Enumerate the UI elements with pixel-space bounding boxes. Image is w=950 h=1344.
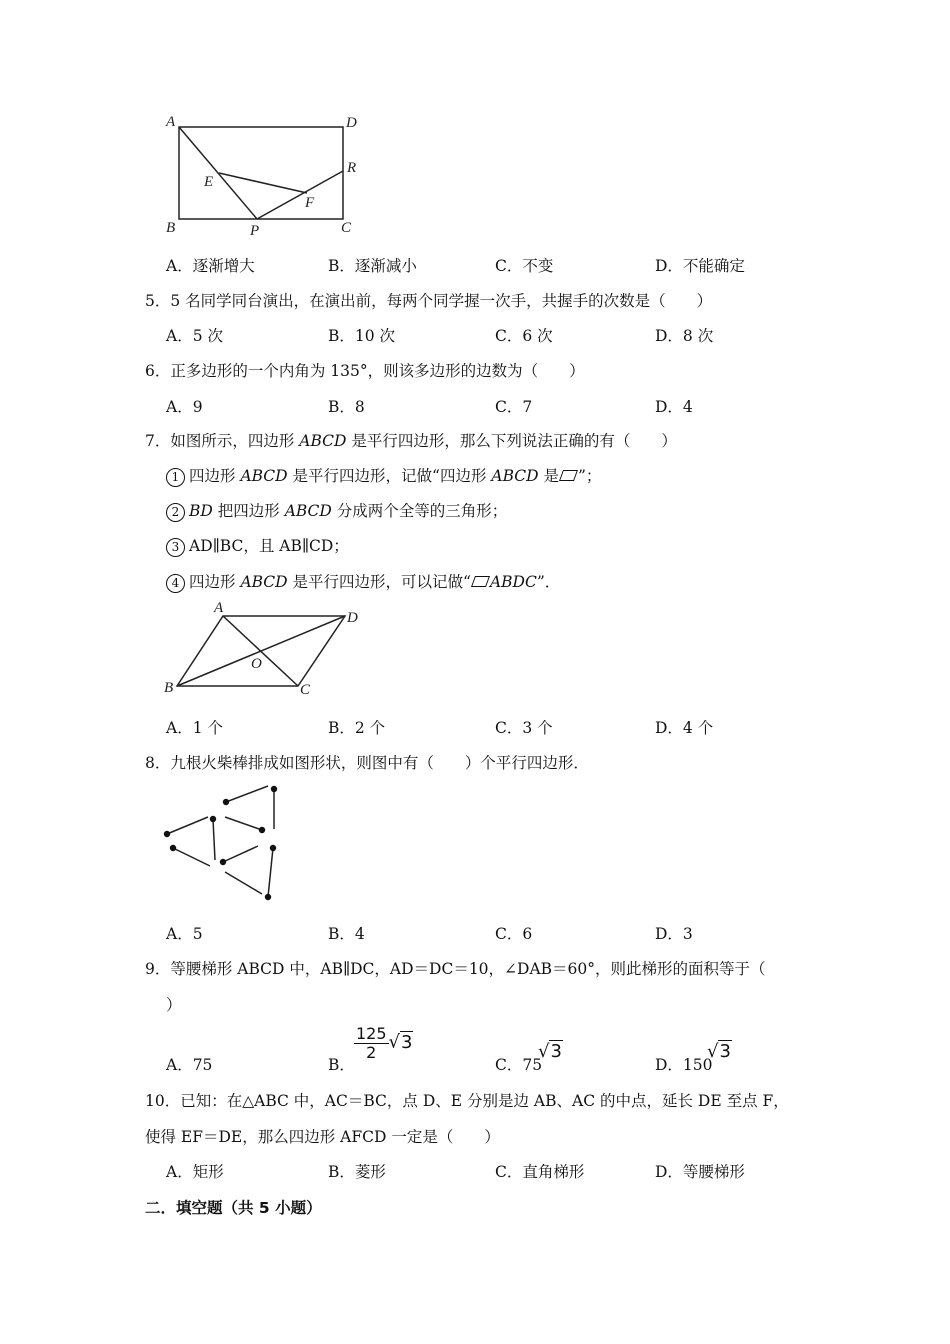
- q8-option-c: C．6: [495, 925, 533, 943]
- q7-label-a: A: [214, 600, 224, 616]
- q4-label-r: R: [347, 160, 357, 176]
- q4-figure: [160, 108, 370, 238]
- q10-stem-line1: 10．已知：在△ABC 中，AC＝BC，点 D、E 分别是边 AB、AC 的中点，延长 DE 至点 F，: [145, 1092, 789, 1110]
- q4-option-a: A．逐渐增大: [166, 257, 255, 275]
- sqrt-symbol: √3: [388, 1031, 413, 1053]
- q9-option-a: A．75: [166, 1056, 213, 1074]
- q6-option-d: D．4: [655, 398, 693, 416]
- q6-stem: 6．正多边形的一个内角为 135°，则该多边形的边数为（ ）: [145, 362, 585, 380]
- q4-label-d: D: [346, 115, 357, 131]
- parallelogram-symbol-icon: [559, 470, 578, 481]
- section-2-heading: 二．填空题（共 5 小题）: [145, 1199, 322, 1217]
- q7-label-b: B: [164, 680, 174, 696]
- q5-option-d: D．8 次: [655, 327, 714, 345]
- q6-option-c: C．7: [495, 398, 533, 416]
- q10-option-d: D．等腰梯形: [655, 1163, 745, 1181]
- q4-label-f: F: [305, 195, 315, 211]
- q7-label-c: C: [300, 682, 311, 698]
- q4-option-b: B．逐渐减小: [328, 257, 417, 275]
- q7-figure: [160, 598, 370, 700]
- q8-option-a: A．5: [166, 925, 203, 943]
- q7-item-3: 3 AD∥BC，且 AB∥CD；: [166, 534, 349, 557]
- q7-option-b: B．2 个: [328, 719, 386, 737]
- q8-stem: 8．九根火柴棒排成如图形状，则图中有（ ）个平行四边形．: [145, 754, 589, 772]
- q9-option-c-sqrt: √3: [538, 1041, 562, 1062]
- q7-item-4: 4 四边形 ABCD 是平行四边形，可以记做“ ABDC”．: [166, 570, 560, 593]
- q4-label-e: E: [204, 174, 214, 190]
- q7-label-o: O: [251, 656, 262, 672]
- q10-option-c: C．直角梯形: [495, 1163, 585, 1181]
- q7-option-d: D．4 个: [655, 719, 714, 737]
- q7-option-a: A．1 个: [166, 719, 223, 737]
- q4-label-p: P: [250, 223, 260, 238]
- q10-option-a: A．矩形: [166, 1163, 224, 1181]
- q6-option-b: B．8: [328, 398, 365, 416]
- q4-label-a: A: [166, 114, 176, 130]
- q4-option-d: D．不能确定: [655, 257, 745, 275]
- q10-option-b: B．菱形: [328, 1163, 386, 1181]
- q7-item-1: 1 四边形 ABCD 是平行四边形，记做“四边形 ABCD 是 ”；: [166, 464, 601, 487]
- q9-stem: 9．等腰梯形 ABCD 中，AB∥DC，AD＝DC＝10，∠DAB＝60°，则此梯形的面积等于（: [145, 960, 766, 978]
- q9-option-c: C．75: [495, 1056, 543, 1074]
- q5-stem: 5．5 名同学同台演出，在演出前，每两个同学握一次手，共握手的次数是（ ）: [145, 292, 713, 310]
- q9-option-d: D．150: [655, 1056, 713, 1074]
- q6-option-a: A．9: [166, 398, 203, 416]
- q7-stem: 7．如图所示，四边形 ABCD 是平行四边形，那么下列说法正确的有（ ）: [145, 432, 677, 450]
- parallelogram-symbol-icon: [471, 576, 490, 587]
- q4-option-c: C．不变: [495, 257, 554, 275]
- q7-option-c: C．3 个: [495, 719, 553, 737]
- q9-option-b-expression: [354, 1025, 413, 1062]
- q8-option-b: B．4: [328, 925, 365, 943]
- fraction: $\frac{125}{2}$: [356, 1024, 387, 1062]
- q4-label-b: B: [166, 220, 176, 236]
- q8-matchstick-figure: [160, 780, 290, 905]
- q7-label-d: D: [347, 610, 358, 626]
- q7-item-2: 2 BD 把四边形 ABCD 分成两个全等的三角形；: [166, 499, 507, 522]
- q5-option-c: C．6 次: [495, 327, 553, 345]
- q9-option-b: B．: [328, 1056, 355, 1074]
- q9-option-d-sqrt: √3: [707, 1041, 731, 1062]
- q4-label-c: C: [341, 220, 352, 236]
- q5-option-a: A．5 次: [166, 327, 223, 345]
- q10-stem-line2: 使得 EF＝DE，那么四边形 AFCD 一定是（ ）: [145, 1128, 500, 1146]
- q5-option-b: B．10 次: [328, 327, 396, 345]
- q9-stem-continuation: ）: [166, 996, 182, 1014]
- q8-option-d: D．3: [655, 925, 693, 943]
